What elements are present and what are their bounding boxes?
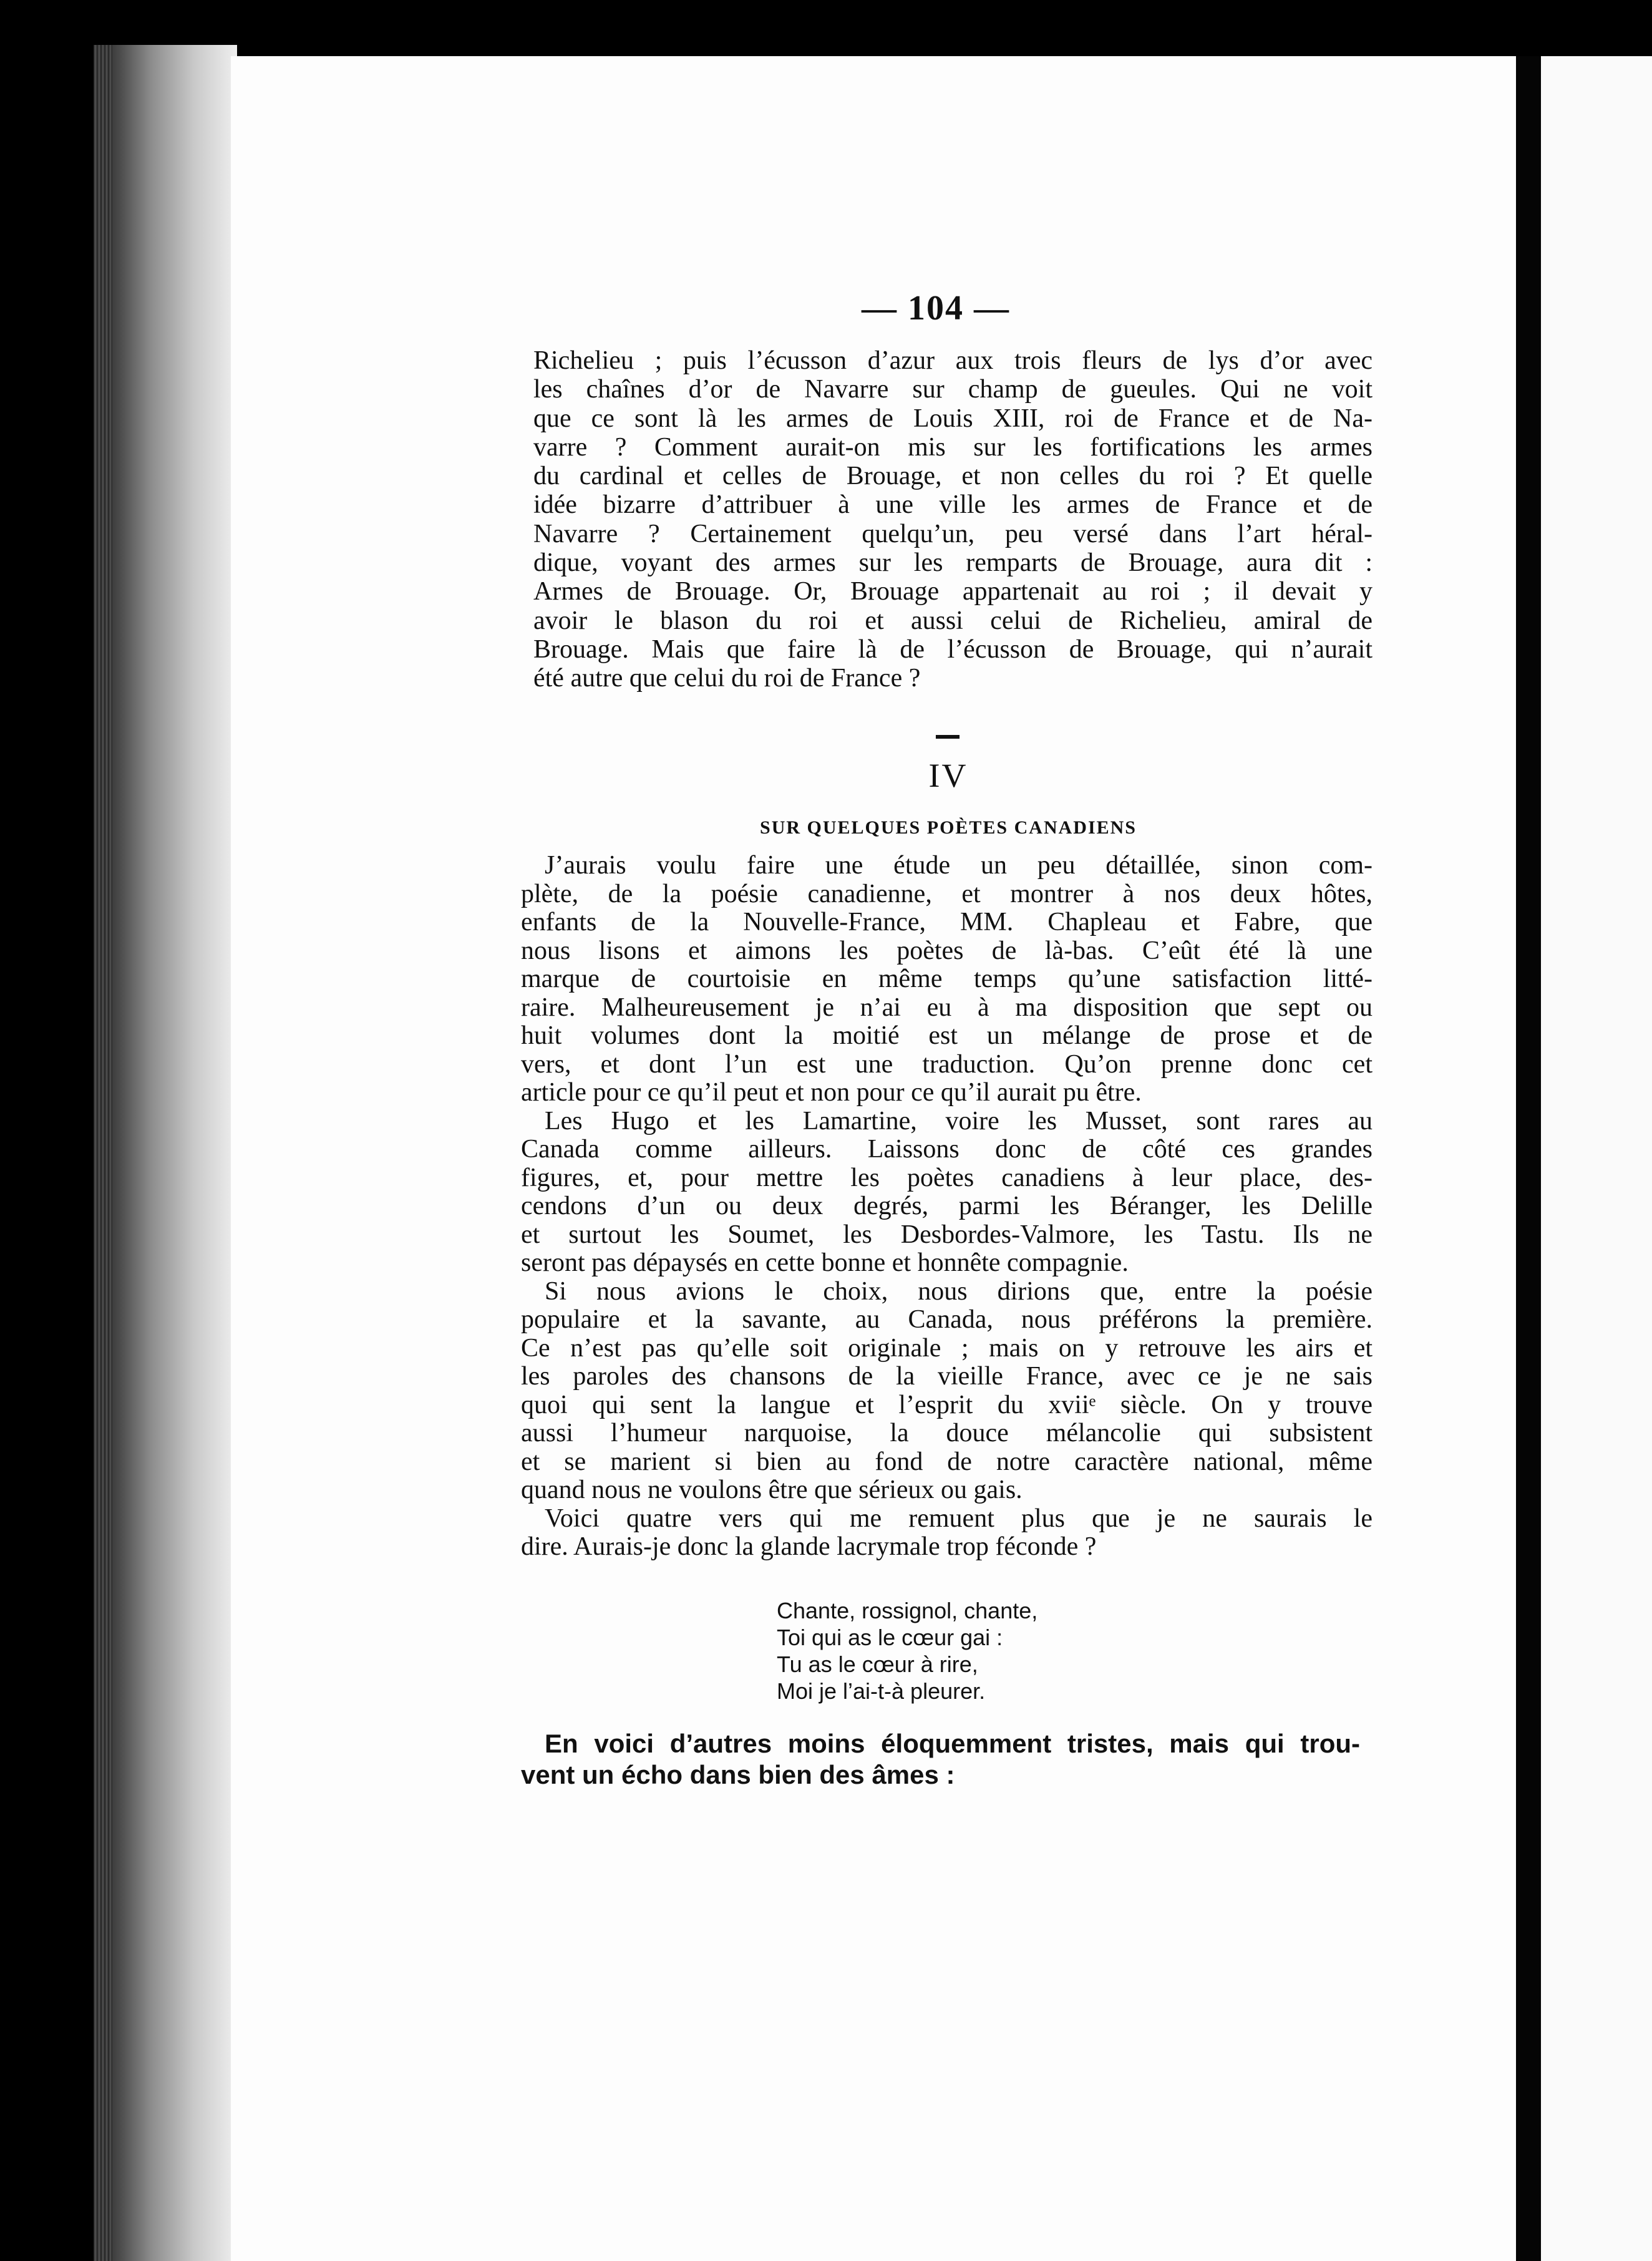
text-line: article pour ce qu’il peut et non pour ce qu’il aurait pu être. [521,1078,1142,1107]
poem-line: Chante, rossignol, chante, [777,1598,1038,1623]
text-line: J’aurais voulu faire une étude un peu détaillée, sinon com- [545,851,1373,880]
text-line: seront pas dépaysés en cette bonne et honnête compagnie. [521,1248,1129,1277]
text-line: avoir le blason du roi et aussi celui de Richelieu, amiral de [533,606,1373,635]
text-line: Ce n’est pas qu’elle soit originale ; mais on y retrouve les airs et [521,1333,1373,1363]
text-line: raire. Malheureusement je n’ai eu à ma disposition que sept ou [521,993,1373,1022]
text-line: marque de courtoisie en même temps qu’une satisfaction litté- [521,965,1373,993]
page-number: — 104 — [862,289,1010,328]
text-line: Navarre ? Certainement quelqu’un, peu versé dans l’art héral- [533,519,1373,548]
text-line: été autre que celui du roi de France ? [533,664,921,693]
section-separator [936,735,960,739]
text-line: quand nous ne voulons être que sérieux ou gais. [521,1476,1023,1504]
poem-line: Tu as le cœur à rire, [777,1651,978,1677]
poem-quatrain [777,1597,1037,1704]
text-line: enfants de la Nouvelle-France, MM. Chapleau et Fabre, que [521,908,1373,936]
text-line: Brouage. Mais que faire là de l’écusson de Brouage, qui n’aurait [533,635,1373,664]
text-line: plète, de la poésie canadienne, et montrer à nos deux hôtes, [521,879,1373,908]
text-line: vent un écho dans bien des âmes : [521,1760,955,1789]
page-gutter [1516,56,1541,2261]
poem-line: Moi je l’ai-t-à pleurer. [777,1678,986,1704]
section-title: SUR QUELQUES POÈTES CANADIENS [760,817,1137,838]
text-line: Armes de Brouage. Or, Brouage appartenait au roi ; il devait y [533,577,1373,606]
binding-edge [94,45,112,2261]
text-line: figures, et, pour mettre les poètes canadiens à leur place, des- [521,1163,1373,1192]
section-body [521,852,1373,1562]
text-line: et se marient si bien au fond de notre caractère national, même [521,1447,1373,1476]
text-line: Voici quatre vers qui me remuent plus que je ne saurais le [545,1504,1373,1533]
text-line: Les Hugo et les Lamartine, voire les Musset, sont rares au [545,1106,1373,1135]
text-line: les paroles des chansons de la vieille France, avec ce je ne sais [521,1362,1373,1391]
text-line: quoi qui sent la langue et l’esprit du xviiᵉ siècle. On y trouve [521,1390,1373,1419]
closing-paragraph [521,1728,1360,1791]
text-line: En voici d’autres moins éloquemment tristes, mais qui trou- [545,1729,1360,1758]
text-line: varre ? Comment aurait-on mis sur les fortifications les armes [533,432,1373,462]
text-line: et surtout les Soumet, les Desbordes-Valmore, les Tastu. Ils ne [521,1220,1373,1249]
scan-top-border [0,0,1652,45]
paragraph-4 [521,1505,1373,1562]
paragraph-2 [521,1107,1373,1278]
text-line: dique, voyant des armes sur les remparts de Brouage, aura dit : [533,548,1373,578]
text-line: idée bizarre d’attribuer à une ville les armes de France et de [533,490,1373,520]
text-line: que ce sont là les armes de Louis XIII, roi de France et de Na- [533,404,1373,433]
text-line: Si nous avions le choix, nous dirions que, entre la poésie [545,1276,1373,1306]
opening-paragraph [533,346,1373,693]
poem-line: Toi qui as le cœur gai : [777,1625,1003,1650]
paragraph-3 [521,1278,1373,1505]
text-line: les chaînes d’or de Navarre sur champ de gueules. Qui ne voit [533,375,1373,404]
text-line: du cardinal et celles de Brouage, et non celles du roi ? Et quelle [533,462,1373,491]
text-line: nous lisons et aimons les poètes de là-bas. C’eût été là une [521,936,1373,965]
text-line: vers, et dont l’un est une traduction. Qu’on prenne donc cet [521,1049,1373,1079]
text-line: huit volumes dont la moitié est un mélange de prose et de [521,1021,1373,1050]
text-line: Canada comme ailleurs. Laissons donc de côté ces grandes [521,1135,1373,1164]
text-line: Richelieu ; puis l’écusson d’azur aux trois fleurs de lys d’or avec [533,346,1373,375]
text-line: populaire et la savante, au Canada, nous préférons la première. [521,1305,1373,1334]
text-line: aussi l’humeur narquoise, la douce mélancolie qui subsistent [521,1419,1373,1447]
paragraph-1 [521,852,1373,1107]
book-binding [94,45,237,2261]
text-line: dire. Aurais-je donc la glande lacrymale trop féconde ? [521,1532,1097,1561]
section-number: IV [928,757,968,794]
facing-page-edge [1541,56,1652,2261]
text-line: cendons d’un ou deux degrés, parmi les Béranger, les Delille [521,1192,1373,1220]
